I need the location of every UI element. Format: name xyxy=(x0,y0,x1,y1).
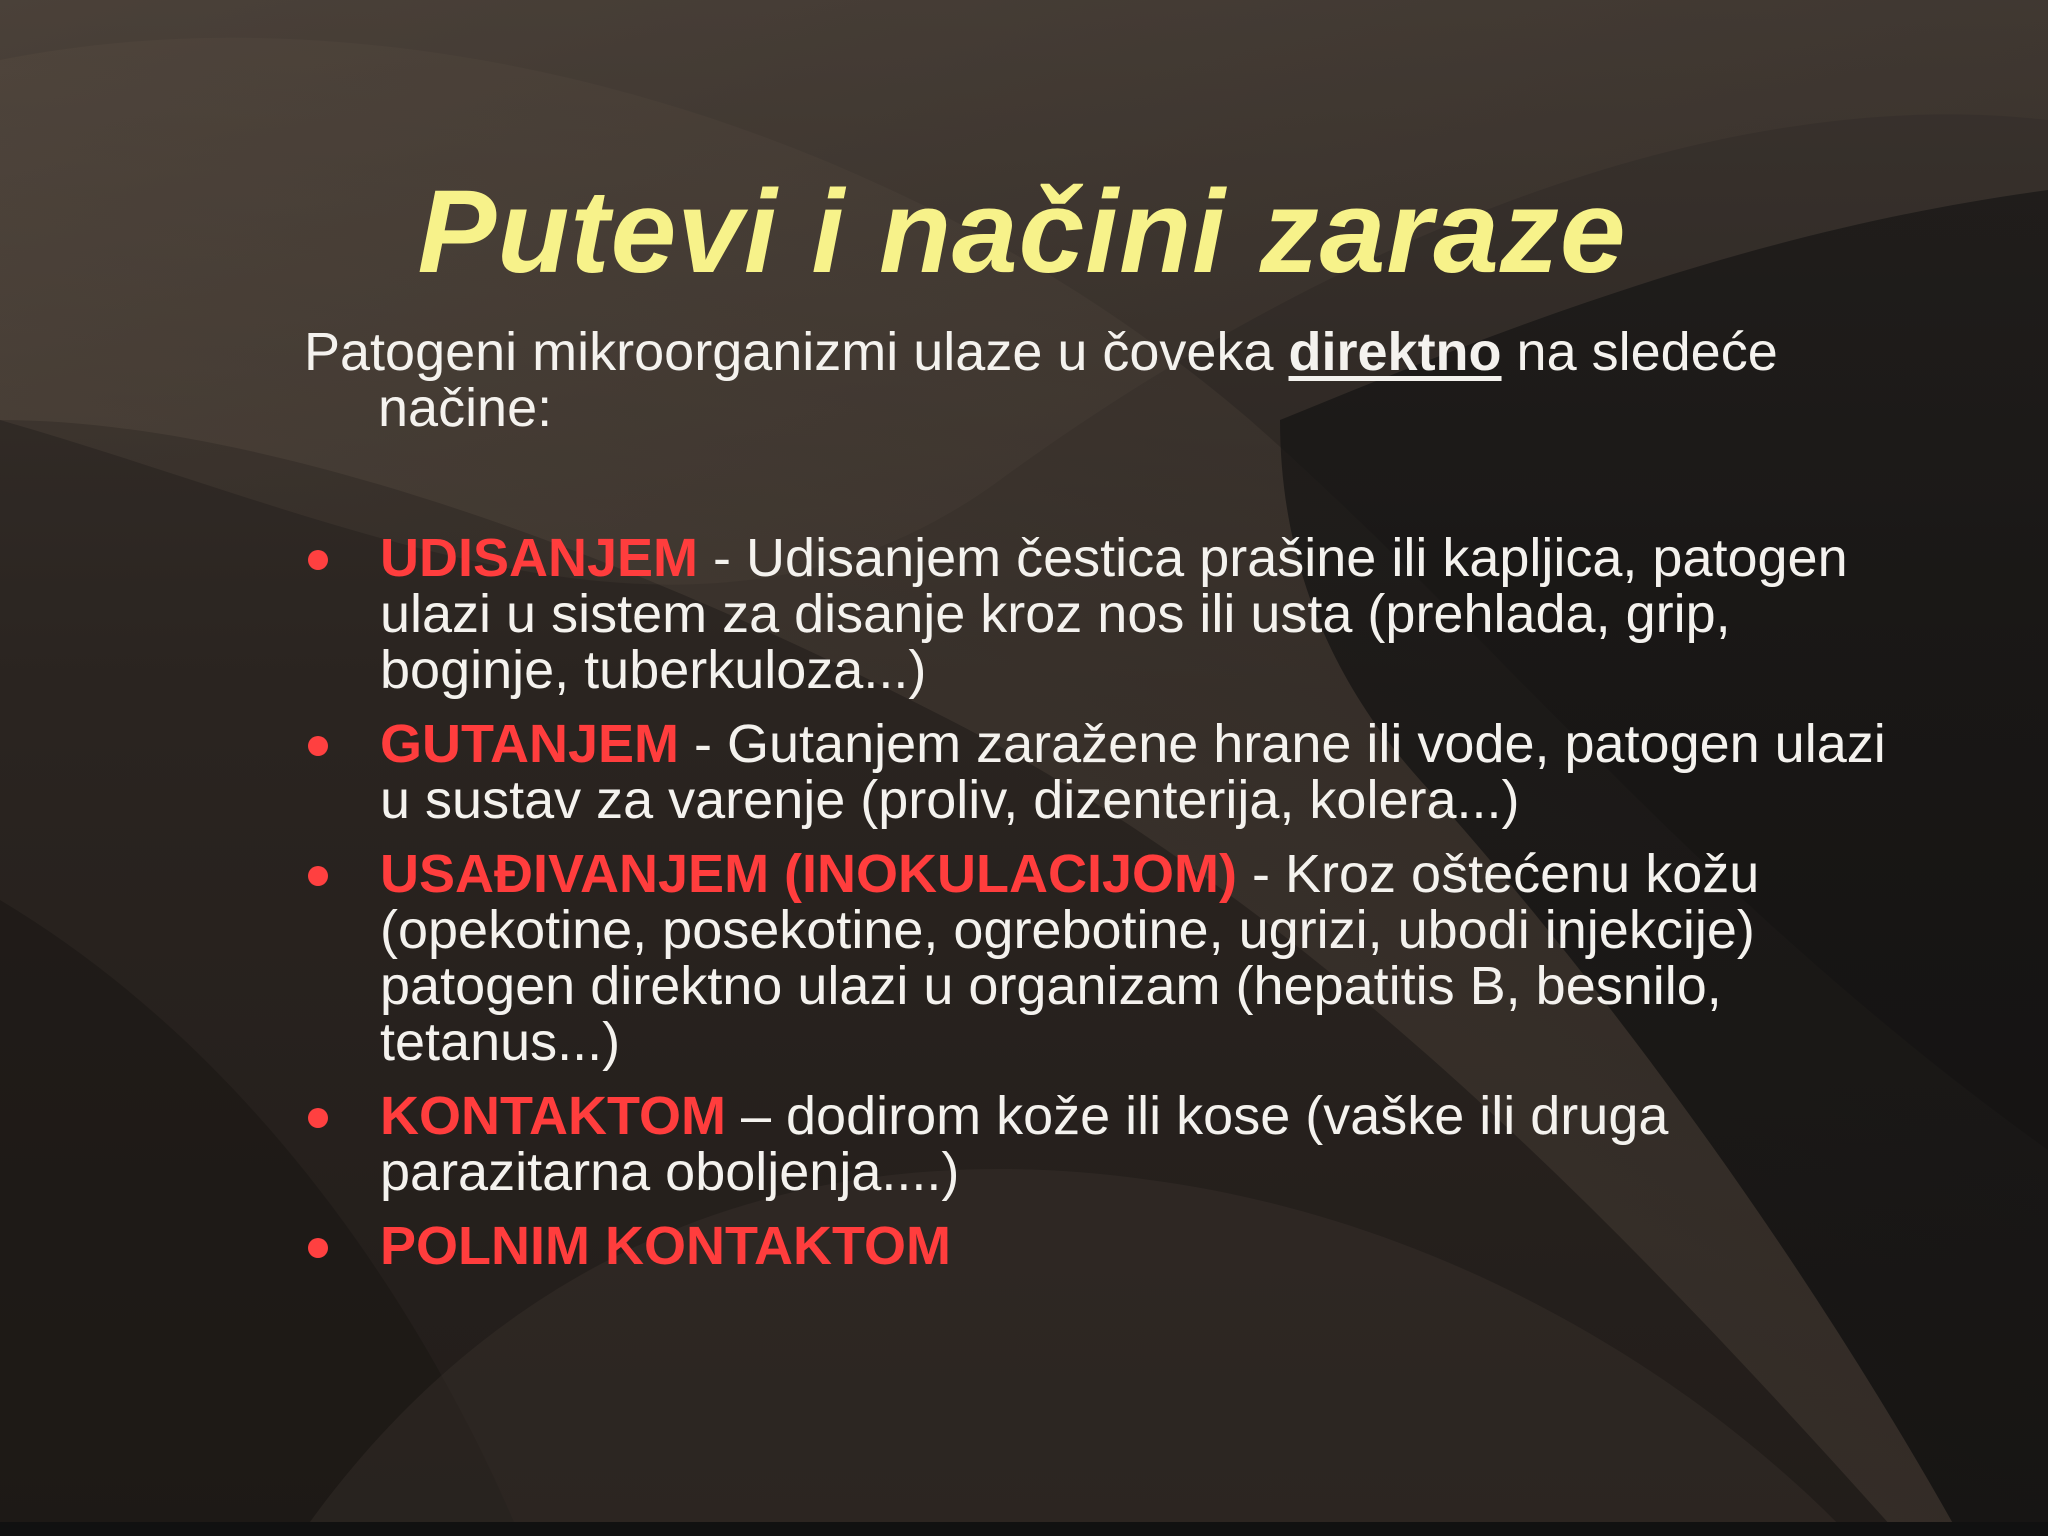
list-item-contact xyxy=(304,1088,1924,1200)
bullet-icon xyxy=(308,550,328,570)
item-description: - Udisanjem čestica prašine ili kapljica, patogen ulazi u sistem za disanje kroz nos ili usta (prehlada, grip, boginje, tuberkuloza...) xyxy=(380,528,1848,700)
intro-paragraph xyxy=(304,324,1924,436)
slide-content xyxy=(304,324,1924,1292)
intro-text-before: Patogeni mikroorganizmi ulaze u čoveka xyxy=(304,322,1289,382)
slide-title xyxy=(0,168,2048,298)
bullet-icon xyxy=(308,736,328,756)
item-term: USAĐIVANJEM (INOKULACIJOM) xyxy=(380,844,1238,904)
item-description: - Gutanjem zaražene hrane ili vode, patogen ulazi u sustav za varenje (proliv, dizenterija, kolera...) xyxy=(380,714,1886,830)
item-description: – dodirom kože ili kose (vaške ili druga parazitarna oboljenja....) xyxy=(380,1086,1669,1202)
item-term: GUTANJEM xyxy=(380,714,680,774)
slide-title-text: Putevi i načini zaraze xyxy=(417,166,1627,298)
transmission-list xyxy=(304,530,1924,1274)
bullet-icon xyxy=(308,1238,328,1258)
item-term: KONTAKTOM xyxy=(380,1086,726,1146)
item-term: UDISANJEM xyxy=(380,528,699,588)
list-item-inoculation xyxy=(304,846,1924,1070)
intro-text-after: na sledeće načine: xyxy=(378,322,1778,438)
bullet-icon xyxy=(308,866,328,886)
bullet-icon xyxy=(308,1108,328,1128)
list-item-sexual-contact xyxy=(304,1218,1924,1274)
item-description: - Kroz oštećenu kožu (opekotine, posekotine, ogrebotine, ugrizi, ubodi injekcije) patogen direktno ulazi u organizam (hepatitis B, besnilo, tetanus...) xyxy=(380,844,1760,1072)
item-term: POLNIM KONTAKTOM xyxy=(380,1216,951,1276)
intro-emphasis: direktno xyxy=(1288,322,1502,382)
list-item-inhalation xyxy=(304,530,1924,698)
list-item-ingestion xyxy=(304,716,1924,828)
